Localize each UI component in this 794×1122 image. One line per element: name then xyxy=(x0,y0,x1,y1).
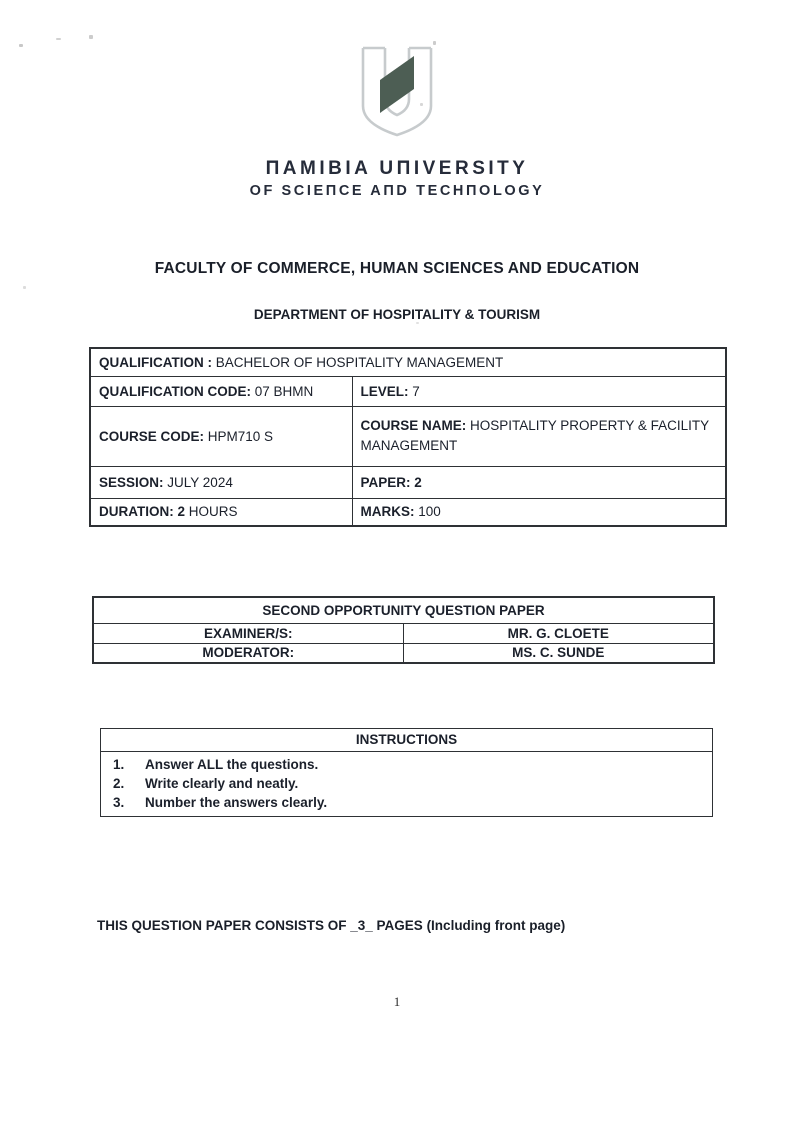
moderator-label: MODERATOR: xyxy=(93,643,403,663)
scan-artifact xyxy=(19,44,23,47)
table-row xyxy=(93,597,714,623)
qualification-cell xyxy=(90,348,726,376)
table-row xyxy=(90,376,726,406)
session-value: JULY 2024 xyxy=(167,474,233,490)
table-row xyxy=(93,623,714,643)
list-item xyxy=(101,755,712,774)
university-tagline: OF SCIEΠCE AΠD TECHΠOLOGY xyxy=(249,183,545,199)
table-row xyxy=(90,466,726,498)
session-label: SESSION: xyxy=(99,474,164,490)
instruction-text: Write clearly and neatly. xyxy=(145,776,299,791)
duration-unit: HOURS xyxy=(188,504,238,520)
qualification-value: BACHELOR OF HOSPITALITY MANAGEMENT xyxy=(215,354,504,370)
paper-label: PAPER: xyxy=(360,474,411,490)
opportunity-title-cell: SECOND OPPORTUNITY QUESTION PAPER xyxy=(93,597,714,623)
duration-cell xyxy=(90,498,352,526)
instruction-text: Number the answers clearly. xyxy=(145,795,328,810)
instruction-number: 2. xyxy=(113,776,125,791)
course-name-cell xyxy=(352,406,726,466)
duration-number: 2 xyxy=(177,504,186,520)
opportunity-table xyxy=(92,596,715,664)
course-name-label: COURSE NAME: xyxy=(360,417,467,433)
examiner-label: EXAMINER/S: xyxy=(93,623,403,643)
marks-label: MARKS: xyxy=(360,504,415,520)
qualification-code-cell xyxy=(90,376,352,406)
level-value: 7 xyxy=(412,383,420,399)
level-label: LEVEL: xyxy=(360,383,409,399)
scan-artifact xyxy=(89,35,93,39)
instructions-box xyxy=(100,728,713,817)
scan-artifact xyxy=(416,322,419,324)
instruction-text: Answer ALL the questions. xyxy=(145,757,319,772)
examiner-value: MR. G. CLOETE xyxy=(403,623,714,643)
course-name-value: HOSPITALITY PROPERTY & FACILITY MANAGEMENT xyxy=(360,417,709,453)
level-cell xyxy=(352,376,726,406)
course-code-value: HPM710 S xyxy=(207,428,274,444)
course-code-cell xyxy=(90,406,352,466)
table-row xyxy=(90,348,726,376)
list-item xyxy=(101,793,712,812)
pages-note: THIS QUESTION PAPER CONSISTS OF _3_ PAGES (Including front page) xyxy=(97,918,566,933)
university-name: ΠAMIBIA UΠIVERSITY xyxy=(265,158,529,179)
table-row xyxy=(90,498,726,526)
table-row xyxy=(93,643,714,663)
list-item xyxy=(101,774,712,793)
paper-cell xyxy=(352,466,726,498)
nust-shield-logo-icon xyxy=(355,42,439,140)
course-code-label: COURSE CODE: xyxy=(99,428,205,444)
course-info-table xyxy=(89,347,727,527)
faculty-heading: FACULTY OF COMMERCE, HUMAN SCIENCES AND EDUCATION xyxy=(154,260,640,277)
instructions-list xyxy=(101,752,712,816)
session-cell xyxy=(90,466,352,498)
page-number: 1 xyxy=(393,994,401,1009)
qualification-code-value: 07 BHMN xyxy=(254,383,314,399)
table-row xyxy=(90,406,726,466)
qualification-label: QUALIFICATION : xyxy=(99,354,212,370)
university-logo-block xyxy=(167,42,627,199)
instructions-title: INSTRUCTIONS xyxy=(101,729,712,752)
duration-label: DURATION: xyxy=(99,504,174,520)
department-heading: DEPARTMENT OF HOSPITALITY & TOURISM xyxy=(253,307,541,322)
paper-value: 2 xyxy=(414,474,422,490)
instruction-number: 1. xyxy=(113,757,125,772)
qualification-code-label: QUALIFICATION CODE: xyxy=(99,383,251,399)
scan-artifact xyxy=(23,286,26,289)
marks-cell xyxy=(352,498,726,526)
scan-artifact xyxy=(56,38,61,40)
moderator-value: MS. C. SUNDE xyxy=(403,643,714,663)
marks-value: 100 xyxy=(418,504,441,520)
instruction-number: 3. xyxy=(113,795,125,810)
